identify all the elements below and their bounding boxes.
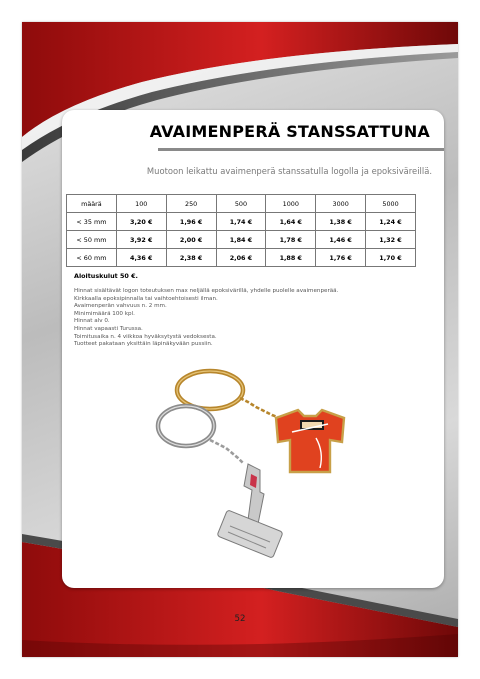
note-item: Hinnat vapaasti Turussa. xyxy=(74,325,143,332)
size-cell: < 60 mm xyxy=(67,249,117,267)
table-row xyxy=(67,213,416,231)
page-subtitle: Muotoon leikattu avaimenperä stanssatulla logolla ja epoksiväreillä. xyxy=(146,166,432,176)
note-item: Hinnat sisältävät logon toteutuksen max neljällä epoksivärillä, yhdelle puolelle avaimenperää. xyxy=(74,288,339,294)
price-table xyxy=(66,194,416,267)
price-cell: 2,00 € xyxy=(166,231,216,249)
price-cell: 1,88 € xyxy=(266,249,316,267)
size-cell: < 50 mm xyxy=(67,231,117,249)
red-jersey-tag xyxy=(276,410,344,472)
price-cell: 2,06 € xyxy=(216,249,266,267)
table-row xyxy=(67,249,416,267)
product-notes xyxy=(74,288,338,349)
header-cell: 1000 xyxy=(266,195,316,213)
silver-tower-tag xyxy=(217,464,283,558)
silver-chain xyxy=(210,440,244,464)
note-item: Tuotteet pakataan yksittäin läpinäkyvään pussiin. xyxy=(74,341,213,348)
setup-cost: Aloituskulut 50 €. xyxy=(74,272,138,280)
size-cell: < 35 mm xyxy=(67,213,117,231)
price-cell: 1,24 € xyxy=(366,213,416,231)
header-cell: määrä xyxy=(67,195,117,213)
gold-chain xyxy=(240,398,280,418)
page-title: AVAIMENPERÄ STANSSATTUNA xyxy=(149,122,430,141)
price-cell: 3,20 € xyxy=(116,213,166,231)
header-cell: 250 xyxy=(166,195,216,213)
title-underline xyxy=(158,148,444,151)
price-table-header-row xyxy=(67,195,416,213)
price-cell: 1,76 € xyxy=(316,249,366,267)
page-number: 52 xyxy=(234,614,246,624)
header-cell: 100 xyxy=(116,195,166,213)
price-cell: 1,84 € xyxy=(216,231,266,249)
price-cell: 4,36 € xyxy=(116,249,166,267)
header-cell: 3000 xyxy=(316,195,366,213)
header-cell: 500 xyxy=(216,195,266,213)
note-item: Minimimäärä 100 kpl. xyxy=(74,310,135,317)
table-row xyxy=(67,231,416,249)
price-cell: 1,32 € xyxy=(366,231,416,249)
price-cell: 1,78 € xyxy=(266,231,316,249)
price-cell: 1,70 € xyxy=(366,249,416,267)
note-item: Hinnat alv 0. xyxy=(74,318,110,325)
note-item: Avaimenperän vahvuus n. 2 mm. xyxy=(74,303,167,310)
note-item: Toimitusaika n. 4 viikkoa hyväksytystä vedoksesta. xyxy=(74,333,217,340)
price-cell: 3,92 € xyxy=(116,231,166,249)
header-cell: 5000 xyxy=(366,195,416,213)
price-cell: 1,96 € xyxy=(166,213,216,231)
price-cell: 1,38 € xyxy=(316,213,366,231)
keychain-product-image xyxy=(152,360,357,580)
price-cell: 1,64 € xyxy=(266,213,316,231)
price-cell: 2,38 € xyxy=(166,249,216,267)
price-cell: 1,46 € xyxy=(316,231,366,249)
catalog-page xyxy=(22,22,458,657)
content-panel xyxy=(62,110,444,588)
price-cell: 1,74 € xyxy=(216,213,266,231)
note-item: Kirkkaalla epoksipinnalla tai vaihtoehtoisesti ilman. xyxy=(74,295,218,302)
